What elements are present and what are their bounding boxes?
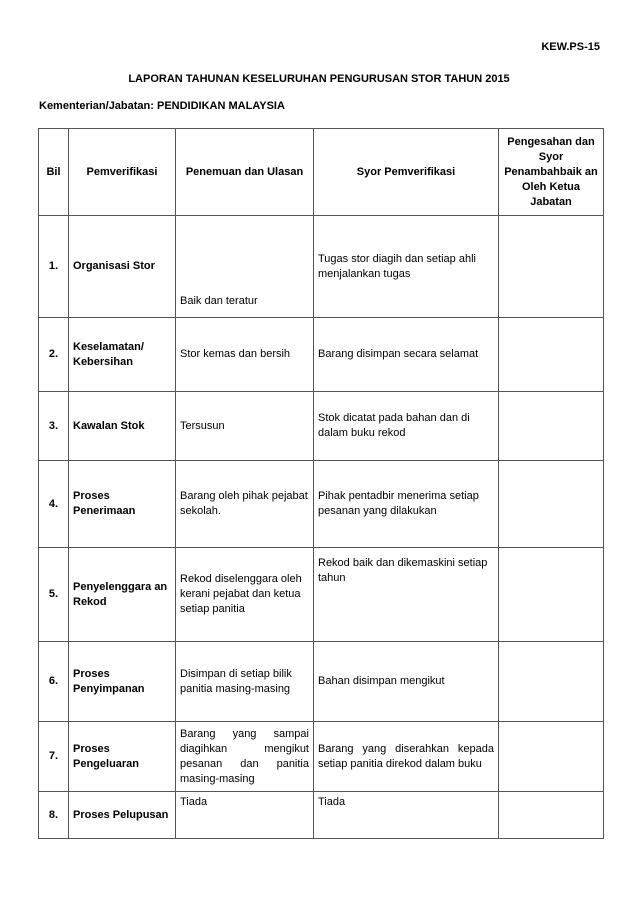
table-row — [39, 548, 604, 642]
row-penemuan: Disimpan di setiap bilik panitia masing-masing — [176, 642, 314, 722]
row-penemuan: Rekod diselenggara oleh kerani pejabat dan ketua setiap panitia — [176, 548, 314, 642]
row-pengesahan — [499, 392, 604, 461]
row-penemuan: Baik dan teratur — [176, 216, 314, 318]
row-name: Keselamatan/ Kebersihan — [69, 318, 176, 392]
row-bil: 2. — [39, 318, 69, 392]
row-bil: 3. — [39, 392, 69, 461]
row-bil: 5. — [39, 548, 69, 642]
row-pengesahan — [499, 216, 604, 318]
header-bil: Bil — [39, 129, 69, 216]
table-row — [39, 461, 604, 548]
table-row — [39, 318, 604, 392]
row-bil: 6. — [39, 642, 69, 722]
row-penemuan: Tersusun — [176, 392, 314, 461]
table-row — [39, 392, 604, 461]
header-pengesahan: Pengesahan dan Syor Penambahbaik an Oleh Ketua Jabatan — [499, 129, 604, 216]
header-syor: Syor Pemverifikasi — [314, 129, 499, 216]
row-name: Proses Penerimaan — [69, 461, 176, 548]
row-pengesahan — [499, 642, 604, 722]
report-title: LAPORAN TAHUNAN KESELURUHAN PENGURUSAN STOR TAHUN 2015 — [128, 73, 510, 85]
row-pengesahan — [499, 722, 604, 792]
form-code: KEW.PS-15 — [541, 41, 600, 53]
table-row — [39, 792, 604, 839]
table-header-row — [39, 129, 604, 216]
row-bil: 8. — [39, 792, 69, 839]
ministry-label: Kementerian/Jabatan: PENDIDIKAN MALAYSIA — [39, 100, 285, 112]
store-report-table — [38, 128, 604, 839]
row-syor: Rekod baik dan dikemaskini setiap tahun — [314, 548, 499, 642]
row-penemuan: Barang oleh pihak pejabat sekolah. — [176, 461, 314, 548]
row-name: Proses Penyimpanan — [69, 642, 176, 722]
row-syor: Tiada — [314, 792, 499, 839]
row-name: Kawalan Stok — [69, 392, 176, 461]
row-penemuan: Tiada — [176, 792, 314, 839]
table-row — [39, 642, 604, 722]
row-bil: 1. — [39, 216, 69, 318]
row-bil: 7. — [39, 722, 69, 792]
row-pengesahan — [499, 318, 604, 392]
table-row — [39, 722, 604, 792]
row-name: Proses Pelupusan — [69, 792, 176, 839]
row-bil: 4. — [39, 461, 69, 548]
row-pengesahan — [499, 792, 604, 839]
row-name: Organisasi Stor — [69, 216, 176, 318]
row-name: Proses Pengeluaran — [69, 722, 176, 792]
row-syor: Barang disimpan secara selamat — [314, 318, 499, 392]
row-syor: Pihak pentadbir menerima setiap pesanan yang dilakukan — [314, 461, 499, 548]
row-name: Penyelenggara an Rekod — [69, 548, 176, 642]
row-penemuan: Barang yang sampai diagihkan mengikut pesanan dan panitia masing-masing — [176, 722, 314, 792]
row-pengesahan — [499, 548, 604, 642]
row-syor: Stok dicatat pada bahan dan di dalam buku rekod — [314, 392, 499, 461]
row-penemuan: Stor kemas dan bersih — [176, 318, 314, 392]
row-syor: Tugas stor diagih dan setiap ahli menjalankan tugas — [314, 216, 499, 318]
row-syor: Bahan disimpan mengikut — [314, 642, 499, 722]
row-syor: Barang yang diserahkan kepada setiap panitia direkod dalam buku — [314, 722, 499, 792]
row-pengesahan — [499, 461, 604, 548]
header-pemverifikasi: Pemverifikasi — [69, 129, 176, 216]
header-penemuan: Penemuan dan Ulasan — [176, 129, 314, 216]
table-row — [39, 216, 604, 318]
